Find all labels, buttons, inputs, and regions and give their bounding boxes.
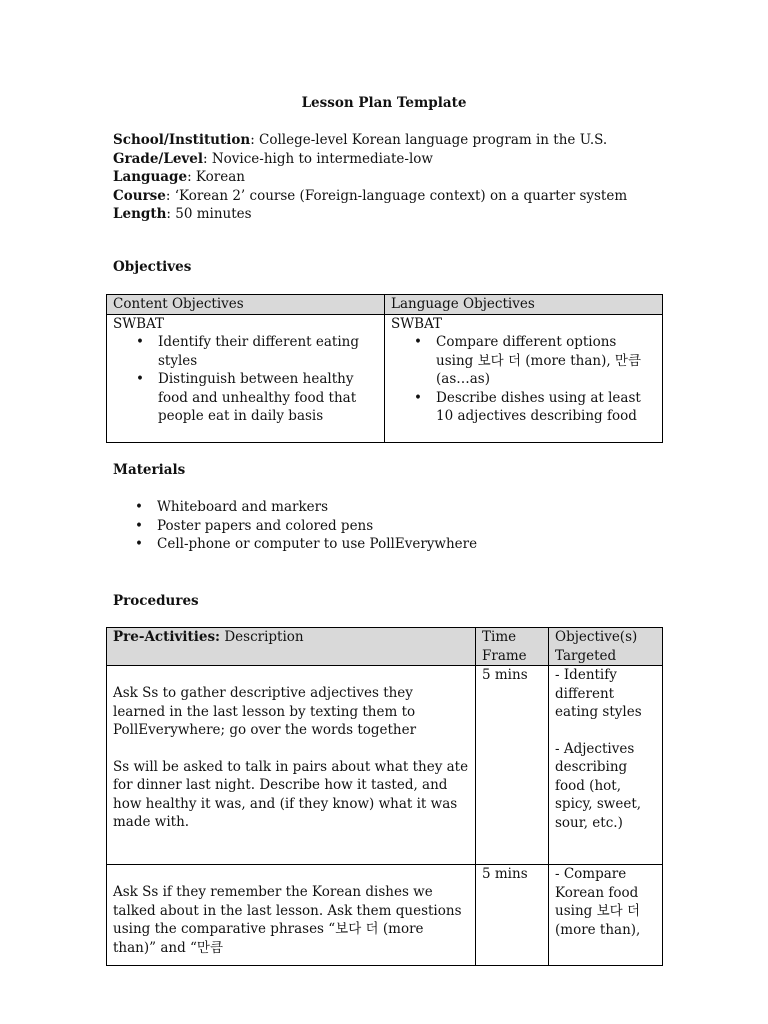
meta-value: : Korean <box>187 169 245 185</box>
time-cell: 5 mins <box>476 666 549 865</box>
time-cell: 5 mins <box>476 865 549 966</box>
meta-language <box>113 168 693 187</box>
meta-label: Language <box>113 169 188 185</box>
meta-length <box>113 205 693 224</box>
description-text: Ss will be asked to talk in pairs about what they ate for dinner last night. Describe how it tasted, and how healthy it was, and (if they know) what it was made with. <box>113 758 469 830</box>
language-objectives-list <box>391 333 656 426</box>
meta-label: School/Institution <box>113 132 251 148</box>
procedures-table <box>106 627 663 966</box>
materials-list-wrap <box>113 498 477 554</box>
language-swbat: SWBAT <box>391 315 443 332</box>
objectives-body-row <box>107 314 663 442</box>
objectives-heading: Objectives <box>113 259 192 275</box>
procedures-heading: Procedures <box>113 593 199 609</box>
table-row <box>107 865 663 966</box>
time-frame-header: Time Frame <box>476 628 549 666</box>
content-objectives-list <box>113 333 378 426</box>
meta-school <box>113 131 693 150</box>
meta-value: : 50 minutes <box>166 206 252 222</box>
pre-activities-label: Pre-Activities: <box>113 629 221 645</box>
description-text: Ask Ss to gather descriptive adjectives they learned in the last lesson by texting them to PollEverywhere; go over the words together <box>113 685 417 738</box>
list-item: • Distinguish between healthy food and unhealthy food that people eat in daily basis <box>158 370 378 426</box>
meta-grade <box>113 150 693 169</box>
objectives-header-row <box>107 295 663 315</box>
list-item: • Describe dishes using at least 10 adjectives describing food <box>436 389 656 426</box>
list-item: • Cell-phone or computer to use PollEverywhere <box>157 535 477 554</box>
list-item: • Identify their different eating styles <box>158 333 378 370</box>
description-text: Ask Ss if they remember the Korean dishes we talked about in the last lesson. Ask them questions using the comparative phrases “보다 더 (more than)” and “만큼 <box>113 884 462 956</box>
objectives-targeted-header: Objective(s) Targeted <box>549 628 663 666</box>
meta-label: Course <box>113 187 166 204</box>
meta-label: Grade/Level <box>113 150 203 167</box>
list-item: • Whiteboard and markers <box>157 498 477 517</box>
language-objectives-cell <box>385 314 663 442</box>
objectives-table <box>106 294 663 443</box>
objective-text: - Adjectives describing food (hot, spicy, sweet, sour, etc.) <box>555 740 642 831</box>
meta-course <box>113 187 693 206</box>
procedures-header-row <box>107 628 663 666</box>
objective-cell <box>549 865 663 966</box>
meta-value: : College-level Korean language program in the U.S. <box>250 132 608 148</box>
description-cell <box>107 666 476 865</box>
document-title: Lesson Plan Template <box>301 95 467 111</box>
materials-list <box>113 498 477 554</box>
description-cell <box>107 865 476 966</box>
meta-value: : Novice-high to intermediate-low <box>203 150 433 167</box>
description-label: Description <box>220 629 304 645</box>
language-objectives-header: Language Objectives <box>385 295 663 315</box>
meta-label: Length <box>113 206 167 222</box>
content-swbat: SWBAT <box>113 315 165 332</box>
meta-value: : ‘Korean 2’ course (Foreign-language context) on a quarter system <box>165 187 628 204</box>
objective-cell <box>549 666 663 865</box>
lesson-meta <box>113 131 693 224</box>
content-objectives-cell <box>107 314 385 442</box>
list-item: • Compare different options using 보다 더 (more than), 만큼(as…as) <box>436 333 656 389</box>
list-item: • Poster papers and colored pens <box>157 517 477 536</box>
materials-heading: Materials <box>113 462 186 478</box>
content-objectives-header: Content Objectives <box>107 295 385 315</box>
table-row <box>107 666 663 865</box>
objective-text: - Compare Korean food using 보다 더 (more than), <box>555 866 641 938</box>
objective-text: - Identify different eating styles <box>555 667 642 720</box>
description-header <box>107 628 476 666</box>
